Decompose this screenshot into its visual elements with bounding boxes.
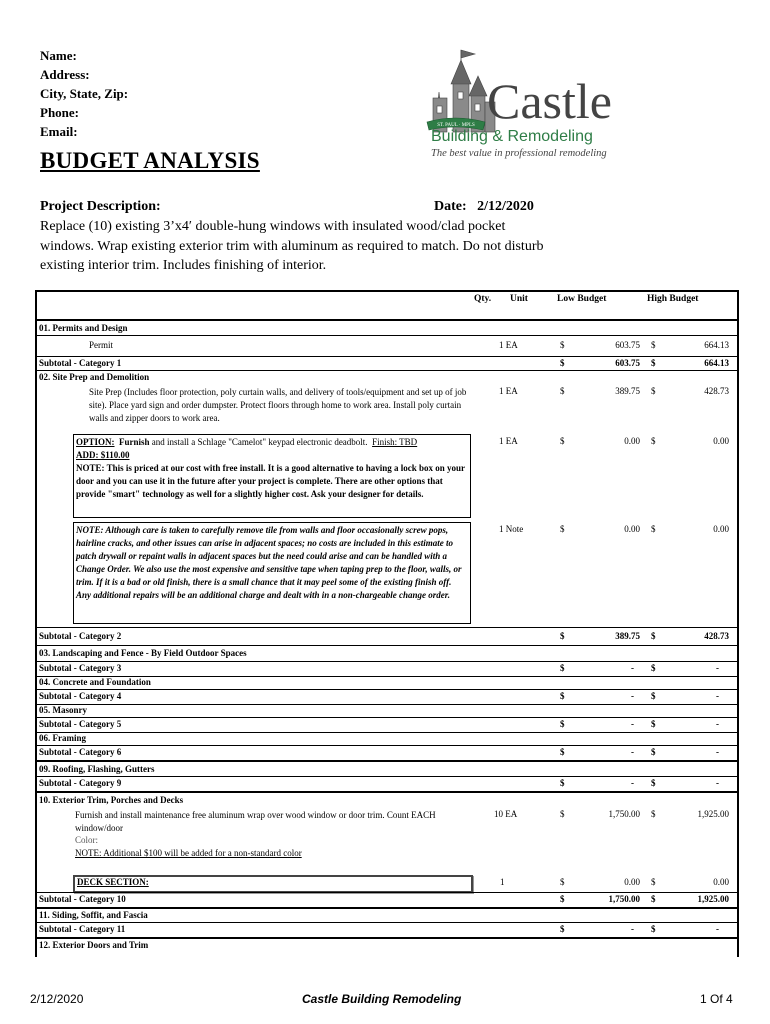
deck-high-cur: $: [651, 877, 656, 887]
footer-company: Castle Building Remodeling: [302, 992, 462, 1006]
city-state-zip-label: City, State, Zip:: [40, 86, 129, 101]
subtotal-5-high-cur: $: [651, 719, 656, 729]
phone-label: Phone:: [40, 105, 79, 120]
header-qty: Qty.: [474, 294, 492, 304]
aluminum-wrap-high-cur: $: [651, 809, 656, 819]
category-10-title: 10. Exterior Trim, Porches and Decks: [39, 795, 184, 805]
note-low: 0.00: [624, 524, 640, 534]
subtotal-11-low: -: [631, 924, 634, 934]
subtotal-9-low: -: [631, 778, 634, 788]
subtotal-10-high: 1,925.00: [697, 894, 729, 904]
aluminum-wrap-qty: 10 EA: [494, 809, 518, 819]
subtotal-11-low-cur: $: [560, 924, 565, 934]
category-6-title: 06. Framing: [39, 733, 86, 743]
option-high-cur: $: [651, 436, 656, 446]
site-prep-high: 428.73: [704, 386, 729, 396]
option-block: [76, 436, 468, 501]
option-high: 0.00: [713, 436, 729, 446]
row-divider: [37, 937, 737, 939]
header-divider: [37, 319, 737, 321]
deck-low-cur: $: [560, 877, 565, 887]
project-description: Replace (10) existing 3’x4′ double-hung windows with insulated wood/clad pocket windows. Wrap existing exterior trim with aluminum as required to match. Do not disturb existing interior trim. Includes finishing of interior.: [40, 219, 544, 273]
aluminum-wrap-low: 1,750.00: [608, 809, 640, 819]
permit-item: Permit: [89, 340, 113, 350]
header-high-budget: High Budget: [647, 294, 699, 304]
subtotal-4-low: -: [631, 691, 634, 701]
subtotal-6-low: -: [631, 747, 634, 757]
row-divider: [37, 370, 737, 371]
subtotal-11-high-cur: $: [651, 924, 656, 934]
site-prep-high-cur: $: [651, 386, 656, 396]
category-9-title: 09. Roofing, Flashing, Gutters: [39, 764, 155, 774]
subtotal-1-low-cur: $: [560, 358, 565, 368]
subtotal-6-high: -: [716, 747, 719, 757]
subtotal-1-label: Subtotal - Category 1: [39, 358, 122, 368]
option-note: NOTE: This is priced at our cost with free install. It is a good alternative to having a lock box on your door and you can use it in the future after your project is complete. There are other options that provide "smart" technology as well for a slightly higher cost. Ask your designer for details.: [76, 463, 465, 499]
subtotal-6-low-cur: $: [560, 747, 565, 757]
option-finish: Finish: TBD: [372, 437, 418, 447]
email-label: Email:: [40, 124, 78, 139]
subtotal-3-high-cur: $: [651, 663, 656, 673]
row-divider: [37, 732, 737, 733]
row-divider: [37, 776, 737, 777]
row-divider: [37, 661, 737, 662]
subtotal-11-label: Subtotal - Category 11: [39, 924, 126, 934]
logo-subtitle: Building & Remodeling: [431, 128, 593, 145]
subtotal-5-low-cur: $: [560, 719, 565, 729]
color-label: Color:: [75, 835, 99, 845]
header-unit: Unit: [510, 294, 528, 304]
contact-block: [40, 46, 128, 141]
option-low: 0.00: [624, 436, 640, 446]
subtotal-6-high-cur: $: [651, 747, 656, 757]
date-line: [434, 199, 534, 215]
subtotal-11-high: -: [716, 924, 719, 934]
row-divider: [37, 892, 737, 893]
subtotal-3-high: -: [716, 663, 719, 673]
subtotal-3-low-cur: $: [560, 663, 565, 673]
permit-high: 664.13: [704, 340, 729, 350]
subtotal-4-low-cur: $: [560, 691, 565, 701]
option-text: and install a Schlage "Camelot" keypad electronic deadbolt.: [149, 437, 368, 447]
subtotal-2-low: 389.75: [615, 631, 640, 641]
logo-name: Castle: [487, 73, 612, 129]
logo-banner-text: ST. PAUL · MPLS: [437, 123, 475, 128]
permit-qty: 1 EA: [499, 340, 518, 350]
subtotal-1-low: 603.75: [615, 358, 640, 368]
subtotal-2-low-cur: $: [560, 631, 565, 641]
subtotal-9-low-cur: $: [560, 778, 565, 788]
category-12-title: 12. Exterior Doors and Trim: [39, 940, 149, 950]
permit-low-cur: $: [560, 340, 565, 350]
subtotal-5-low: -: [631, 719, 634, 729]
subtotal-2-high-cur: $: [651, 631, 656, 641]
subtotal-4-label: Subtotal - Category 4: [39, 691, 122, 701]
site-prep-low: 389.75: [615, 386, 640, 396]
subtotal-10-high-cur: $: [651, 894, 656, 904]
subtotal-1-high-cur: $: [651, 358, 656, 368]
note-high-cur: $: [651, 524, 656, 534]
address-label: Address:: [40, 67, 90, 82]
row-divider: [37, 645, 737, 646]
subtotal-9-high: -: [716, 778, 719, 788]
subtotal-5-label: Subtotal - Category 5: [39, 719, 122, 729]
row-divider: [37, 704, 737, 705]
color-note: NOTE: Additional $100 will be added for a non-standard color: [75, 848, 302, 858]
subtotal-9-label: Subtotal - Category 9: [39, 778, 122, 788]
option-low-cur: $: [560, 436, 565, 446]
note-low-cur: $: [560, 524, 565, 534]
category-4-title: 04. Concrete and Foundation: [39, 677, 151, 687]
option-qty: 1 EA: [499, 436, 518, 446]
logo-tagline: The best value in professional remodeling: [431, 148, 607, 159]
aluminum-wrap-low-cur: $: [560, 809, 565, 819]
note-high: 0.00: [713, 524, 729, 534]
name-label: Name:: [40, 48, 77, 63]
row-divider: [37, 745, 737, 746]
deck-section-label: DECK SECTION:: [77, 877, 149, 887]
subtotal-3-low: -: [631, 663, 634, 673]
row-divider: [37, 907, 737, 909]
row-divider: [37, 717, 737, 718]
site-prep-low-cur: $: [560, 386, 565, 396]
deck-low: 0.00: [624, 877, 640, 887]
subtotal-2-high: 428.73: [704, 631, 729, 641]
subtotal-9-high-cur: $: [651, 778, 656, 788]
subtotal-2-label: Subtotal - Category 2: [39, 631, 122, 641]
category-11-title: 11. Siding, Soffit, and Fascia: [39, 910, 148, 920]
row-divider: [37, 689, 737, 690]
subtotal-10-low-cur: $: [560, 894, 565, 904]
category-3-title: 03. Landscaping and Fence - By Field Outdoor Spaces: [39, 648, 247, 658]
castle-logo: [425, 48, 625, 166]
budget-table: [35, 290, 739, 957]
damage-note: NOTE: Although care is taken to carefully remove tile from walls and floor occasionally screw pops, hairline cracks, and other issues can arise in adjacent spaces; no costs are included in this estimate to patch drywall or repaint walls in adjacent spaces but the need could arise and can be handled with a Change Order. We also use the most expensive and sensitive tape when taping prep to the floor, walls, or trim. If it is a bad or old finish, there is a small chance that it may peel some of the existing finish off. Any additional repairs will be an additional charge and dealt with in a non-chargeable change order.: [76, 525, 462, 600]
row-divider: [37, 791, 737, 793]
permit-high-cur: $: [651, 340, 656, 350]
aluminum-wrap-high: 1,925.00: [697, 809, 729, 819]
header-low-budget: Low Budget: [557, 294, 607, 304]
page-title: BUDGET ANALYSIS: [40, 148, 260, 173]
subtotal-10-low: 1,750.00: [608, 894, 640, 904]
subtotal-1-high: 664.13: [704, 358, 729, 368]
category-2-title: 02. Site Prep and Demolition: [39, 372, 150, 382]
subtotal-3-label: Subtotal - Category 3: [39, 663, 122, 673]
footer-date: 2/12/2020: [30, 992, 84, 1006]
category-1-title: 01. Permits and Design: [39, 323, 128, 333]
row-divider: [37, 760, 737, 762]
row-divider: [37, 922, 737, 923]
footer-page-number: 1 Of 4: [700, 992, 733, 1006]
project-description-label: Project Description:: [40, 199, 161, 214]
date-value: 2/12/2020: [477, 199, 534, 214]
subtotal-6-label: Subtotal - Category 6: [39, 747, 122, 757]
category-5-title: 05. Masonry: [39, 705, 87, 715]
subtotal-4-high-cur: $: [651, 691, 656, 701]
deck-qty: 1: [500, 877, 505, 887]
option-label: OPTION:: [76, 437, 115, 447]
deck-high: 0.00: [713, 877, 729, 887]
subtotal-4-high: -: [716, 691, 719, 701]
permit-low: 603.75: [615, 340, 640, 350]
aluminum-wrap-item: Furnish and install maintenance free aluminum wrap over wood window or door trim. Count EACH window/door: [75, 810, 436, 833]
option-add-price: ADD: $110.00: [76, 450, 130, 460]
site-prep-item: Site Prep (Includes floor protection, poly curtain walls, and delivery of tools/equipment and set up of job site). Place yard sign and order dumpster. Protect floors through home to work area. Install poly curtain walls and zipper doors to work area.: [89, 387, 467, 423]
site-prep-qty: 1 EA: [499, 386, 518, 396]
date-label: Date:: [434, 199, 467, 214]
subtotal-10-label: Subtotal - Category 10: [39, 894, 126, 904]
subtotal-5-high: -: [716, 719, 719, 729]
row-divider: [37, 627, 737, 628]
note-qty: 1 Note: [499, 524, 524, 534]
option-furnish: Furnish: [119, 437, 150, 447]
